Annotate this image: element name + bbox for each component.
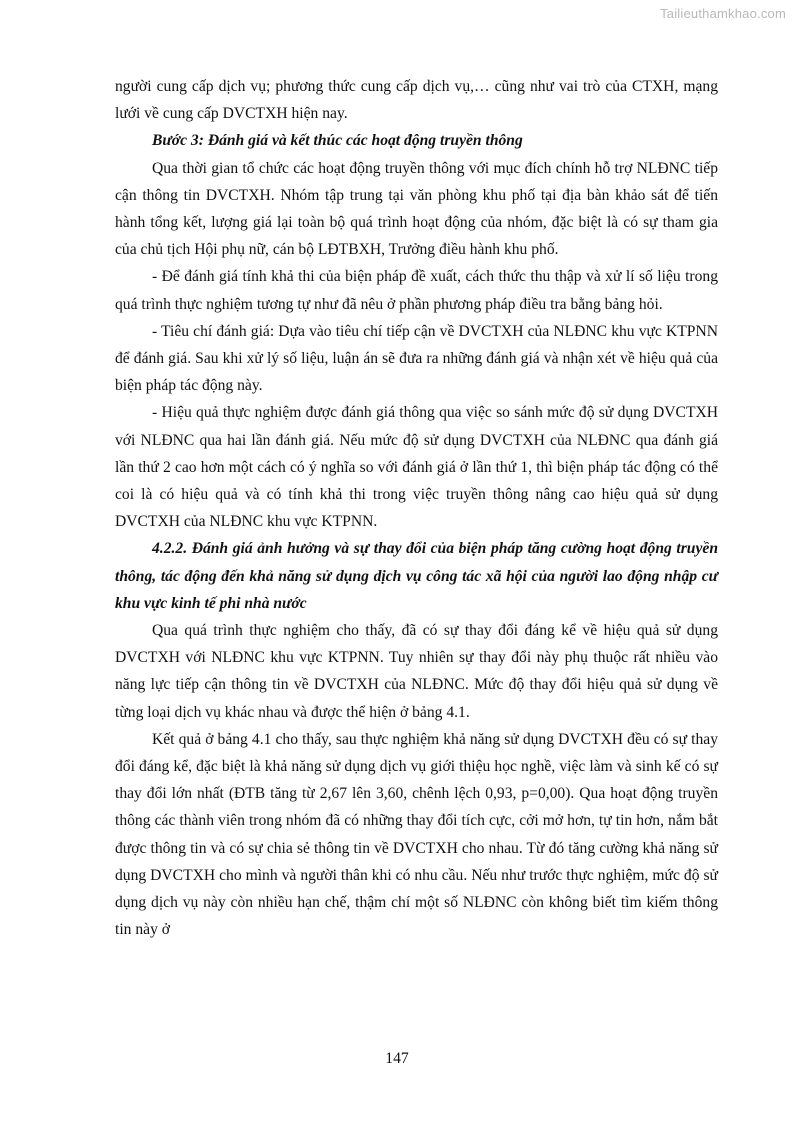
- paragraph-experiment-results: Qua quá trình thực nghiệm cho thấy, đã có sự thay đổi đáng kể về hiệu quả sử dụng DVCTXH với NLĐNC khu vực KTPNN. Tuy nhiên sự thay đổi này phụ thuộc rất nhiều vào năng lực tiếp cận thông tin về DVCTXH của NLĐNC. Mức độ thay đổi hiệu quả sử dụng về từng loại dịch vụ khác nhau và được thể hiện ở bảng 4.1.: [115, 622, 718, 721]
- paragraph-effectiveness: - Hiệu quả thực nghiệm được đánh giá thông qua việc so sánh mức độ sử dụng DVCTXH với NLĐNC qua hai lần đánh giá. Nếu mức độ sử dụng DVCTXH của NLĐNC qua đánh giá lần thứ 2 cao hơn một cách có ý nghĩa so với đánh giá ở lần thứ 1, thì biện pháp tác động có thể coi là có hiệu quả và có tính khả thi trong việc truyền thông nâng cao hiệu quả sử dụng DVCTXH của NLĐNC khu vực KTPNN.: [115, 404, 718, 531]
- paragraph-feasibility: - Để đánh giá tính khả thi của biện pháp đề xuất, cách thức thu thập và xử lí số liệu trong quá trình thực nghiệm tương tự như đã nêu ở phần phương pháp điều tra bằng bảng hỏi.: [115, 268, 718, 313]
- paragraph-table-4-1-results: Kết quả ở bảng 4.1 cho thấy, sau thực nghiệm khả năng sử dụng DVCTXH đều có sự thay đổi đáng kể, đặc biệt là khả năng sử dụng dịch vụ giới thiệu học nghề, việc làm và sinh kế có sự thay đổi lớn nhất (ĐTB tăng từ 2,67 lên 3,60, chênh lệch 0,93, p=0,00). Qua hoạt động truyền thông các thành viên trong nhóm đã có những thay đổi tích cực, cởi mở hơn, tự tin hơn, nắm bắt được thông tin và có sự chia sẻ thông tin về DVCTXH cho nhau. Từ đó tăng cường khả năng sử dụng DVCTXH cho mình và người thân khi có nhu cầu. Nếu như trước thực nghiệm, mức độ sử dụng dịch vụ này còn nhiều hạn chế, thậm chí một số NLĐNC còn không biết tìm kiếm thông tin này ở: [115, 730, 718, 939]
- document-body: [115, 73, 718, 944]
- paragraph-step-3-summary: Qua thời gian tổ chức các hoạt động truyền thông với mục đích chính hỗ trợ NLĐNC tiếp cận thông tin DVCTXH. Nhóm tập trung tại văn phòng khu phố tại địa bàn khảo sát để tiến hành tổng kết, lượng giá lại toàn bộ quá trình hoạt động của nhóm, đặc biệt là có sự tham gia của chủ tịch Hội phụ nữ, cán bộ LĐTBXH, Trưởng điều hành khu phố.: [115, 159, 718, 259]
- watermark-text: Tailieuthamkhao.com: [660, 6, 786, 21]
- paragraph-criteria: - Tiêu chí đánh giá: Dựa vào tiêu chí tiếp cận về DVCTXH của NLĐNC khu vực KTPNN để đánh giá. Sau khi xử lý số liệu, luận án sẽ đưa ra những đánh giá và nhận xét về hiệu quả của biện pháp tác động này.: [115, 322, 718, 395]
- heading-section-4-2-2: 4.2.2. Đánh giá ảnh hưởng và sự thay đổi của biện pháp tăng cường hoạt động truyền thông, tác động đến khả năng sử dụng dịch vụ công tác xã hội của người lao động nhập cư khu vực kinh tế phi nhà nước: [115, 540, 718, 612]
- paragraph-intro-continuation: người cung cấp dịch vụ; phương thức cung cấp dịch vụ,… cũng như vai trò của CTXH, mạng lưới về cung cấp DVCTXH hiện nay.: [115, 78, 718, 123]
- heading-step-3: Bước 3: Đánh giá và kết thúc các hoạt động truyền thông: [152, 132, 523, 150]
- page-number: 147: [385, 1050, 409, 1067]
